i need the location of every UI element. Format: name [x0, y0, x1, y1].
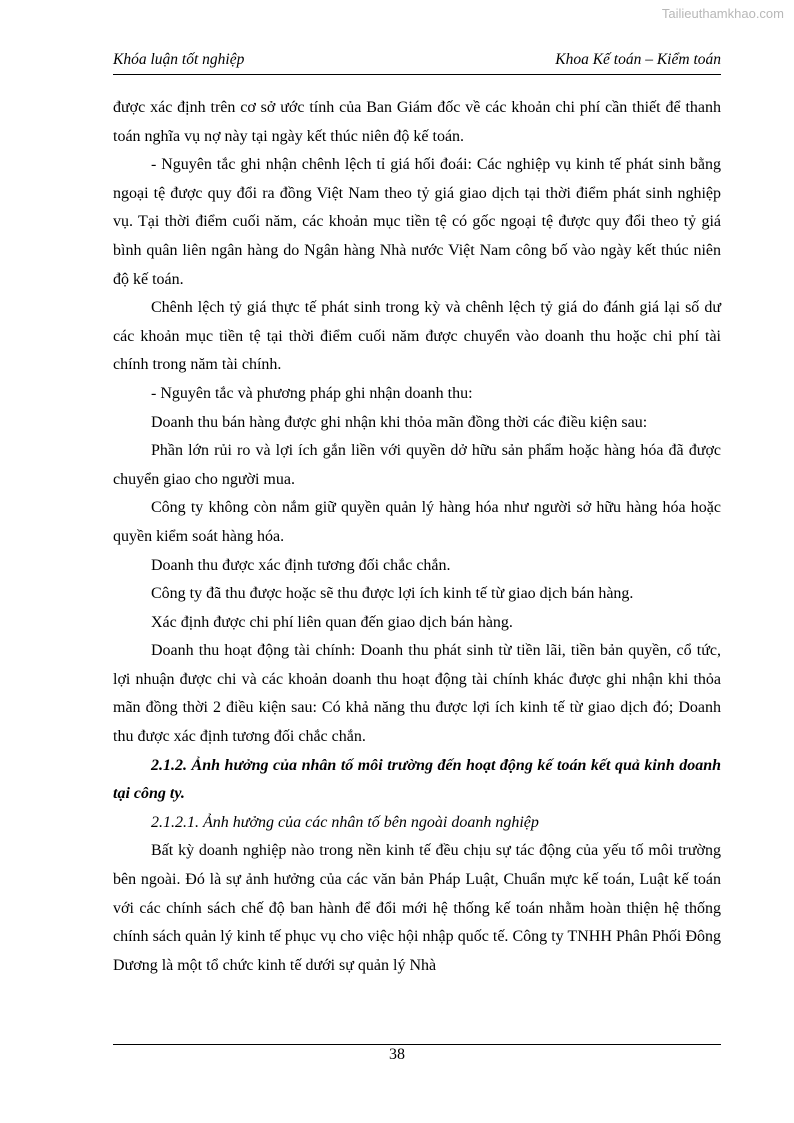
paragraph-cost-determined: Xác định được chi phí liên quan đến giao dịch bán hàng.	[151, 613, 513, 631]
page-number: 38	[389, 1046, 405, 1063]
paragraph-external-factors: Bất kỳ doanh nghiệp nào trong nền kinh tế đều chịu sự tác động của yếu tố môi trường bên ngoài. Đó là sự ảnh hưởng của các văn bản Pháp Luật, Chuẩn mực kế toán, Luật kế toán với các chính sách chế độ ban hành để đổi mới hệ thống kế toán nhằm hoàn thiện hệ thống chính sách quản lý kinh tế phục vụ cho việc hội nhập quốc tế. Công ty TNHH Phân Phối Đông Dương là một tổ chức kinh tế dưới sự quản lý Nhà	[113, 842, 721, 974]
paragraph-financial-revenue: Doanh thu hoạt động tài chính: Doanh thu phát sinh từ tiền lãi, tiền bản quyền, cổ tức, lợi nhuận được chi và các khoản doanh thu hoạt động tài chính khác được ghi nhận khi thỏa mãn đồng thời 2 điều kiện sau: Có khả năng thu được lợi ích kinh tế từ giao dịch đó; Doanh thu được xác định tương đối chắc chắn.	[113, 642, 721, 746]
page-header	[113, 48, 721, 75]
paragraph-exchange-rate-principle: - Nguyên tắc ghi nhận chênh lệch tỉ giá hối đoái: Các nghiệp vụ kinh tế phát sinh bằng ngoại tệ được quy đổi ra đồng Việt Nam theo tỷ giá giao dịch tại thời điểm phát sinh nghiệp vụ. Tại thời điểm cuối năm, các khoản mục tiền tệ có gốc ngoại tệ được quy đổi theo tỷ giá bình quân liên ngân hàng do Ngân hàng Nhà nước Việt Nam công bố vào ngày kết thúc niên độ kế toán.	[113, 156, 721, 288]
paragraph-continuation: được xác định trên cơ sở ước tính của Ban Giám đốc về các khoản chi phí cần thiết để thanh toán nghĩa vụ nợ này tại ngày kết thúc niên độ kế toán.	[113, 99, 721, 145]
header-right-title: Khoa Kế toán – Kiểm toán	[555, 51, 721, 68]
paragraph-risk-transfer: Phần lớn rủi ro và lợi ích gắn liền với quyền dở hữu sản phẩm hoặc hàng hóa đã được chuyển giao cho người mua.	[113, 442, 721, 488]
paragraph-economic-benefit: Công ty đã thu được hoặc sẽ thu được lợi ích kinh tế từ giao dịch bán hàng.	[151, 585, 634, 603]
paragraph-no-control: Công ty không còn nắm giữ quyền quản lý hàng hóa như người sở hữu hàng hóa hoặc quyền kiểm soát hàng hóa.	[113, 499, 721, 545]
footer-divider	[113, 1044, 721, 1045]
header-left-title: Khóa luận tốt nghiệp	[113, 51, 245, 68]
paragraph-exchange-rate-difference: Chênh lệch tỷ giá thực tế phát sinh trong kỳ và chênh lệch tỷ giá do đánh giá lại số dư các khoản mục tiền tệ tại thời điểm cuối năm được chuyển vào doanh thu hoặc chi phí tài chính trong năm tài chính.	[113, 299, 721, 374]
page-body	[113, 94, 721, 980]
section-heading-2-1-2: 2.1.2. Ảnh hưởng của nhân tố môi trường đến hoạt động kế toán kết quả kinh doanh tại công ty.	[113, 756, 721, 803]
paragraph-revenue-certain: Doanh thu được xác định tương đối chắc chắn.	[151, 556, 451, 574]
subsection-heading-2-1-2-1: 2.1.2.1. Ảnh hưởng của các nhân tố bên ngoài doanh nghiệp	[151, 813, 539, 831]
paragraph-revenue-principle: - Nguyên tắc và phương pháp ghi nhận doanh thu:	[151, 384, 473, 402]
paragraph-sales-revenue: Doanh thu bán hàng được ghi nhận khi thỏa mãn đồng thời các điều kiện sau:	[151, 413, 648, 431]
watermark-text: Tailieuthamkhao.com	[661, 6, 784, 21]
